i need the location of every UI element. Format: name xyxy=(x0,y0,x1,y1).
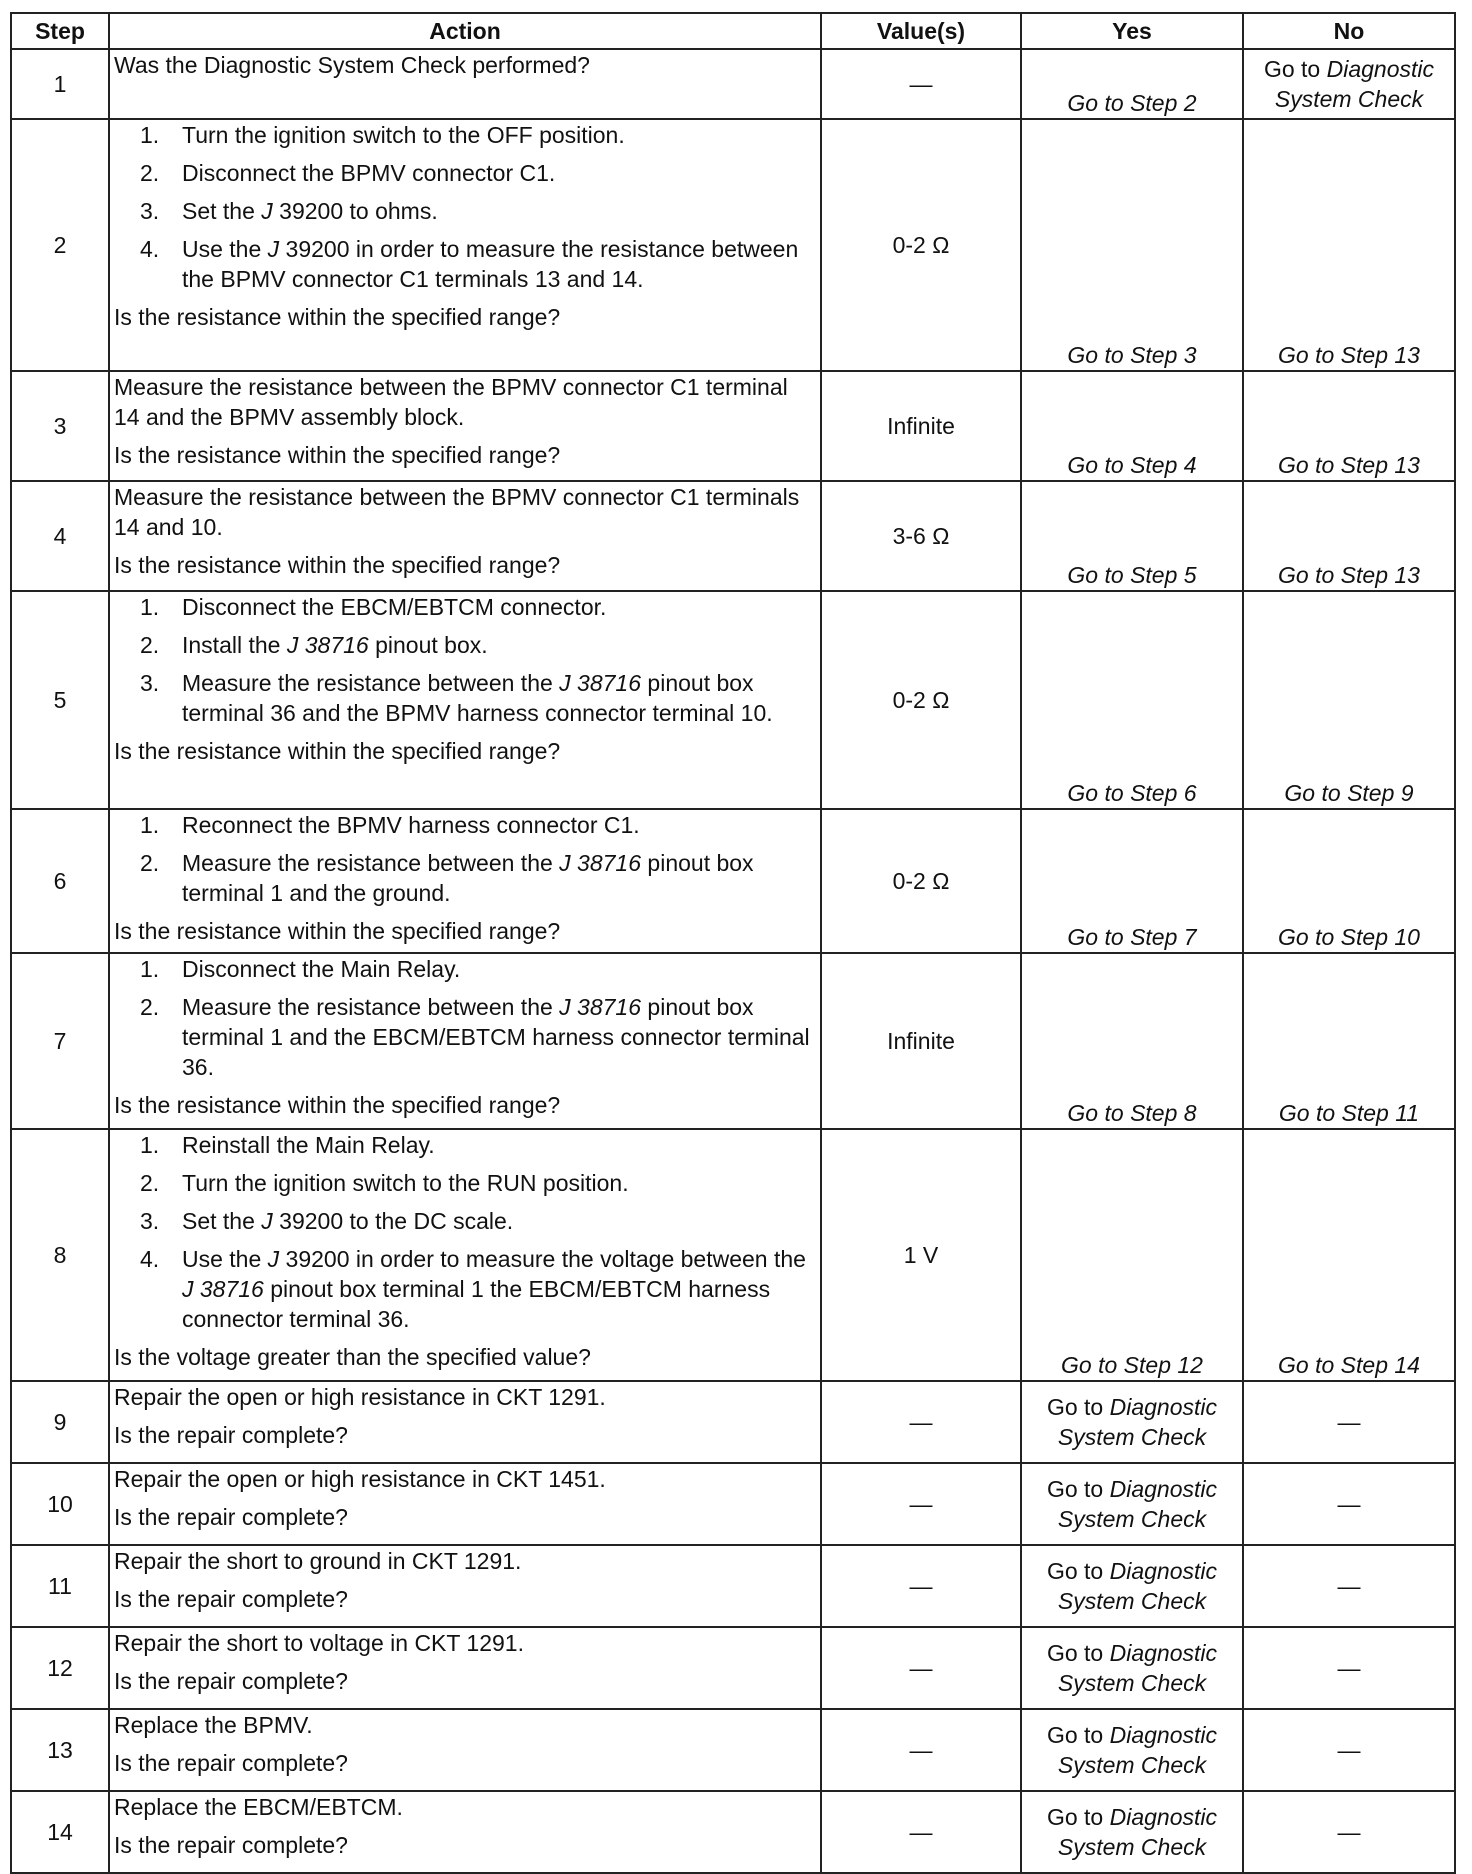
value-cell: — xyxy=(821,1545,1021,1627)
action-question: Is the repair complete? xyxy=(114,1832,348,1858)
action-item-fragment: Disconnect the EBCM/EBTCM connector. xyxy=(182,594,607,620)
yes-goto-target: Diagnostic System Check xyxy=(1057,1394,1218,1450)
action-item-fragment: Reinstall the Main Relay. xyxy=(182,1132,435,1158)
action-item-fragment: Reconnect the BPMV harness connector C1. xyxy=(182,812,640,838)
step-number: 14 xyxy=(11,1791,109,1873)
tool-reference: J xyxy=(267,1246,280,1272)
yes-cell: Go to Step 5 xyxy=(1021,481,1243,591)
no-cell: Go to Step 14 xyxy=(1243,1129,1455,1381)
action-item-fragment: pinout box terminal 36 and the BPMV harness connector terminal 10. xyxy=(182,670,773,726)
table-row xyxy=(11,809,1455,953)
yes-goto-target: Diagnostic System Check xyxy=(1057,1722,1218,1778)
tool-reference: J xyxy=(261,1208,273,1234)
no-cell: — xyxy=(1243,1381,1455,1463)
action-item-fragment: 39200 in order to measure the voltage between the xyxy=(279,1246,806,1272)
action-item-text xyxy=(182,1206,816,1236)
action-list-item xyxy=(140,630,816,660)
value-cell: — xyxy=(821,1463,1021,1545)
tool-reference: J 38716 xyxy=(559,670,642,696)
table-row xyxy=(11,1709,1455,1791)
step-number: 3 xyxy=(11,371,109,481)
table-row xyxy=(11,49,1455,119)
action-item-text xyxy=(182,1168,816,1198)
step-number: 4 xyxy=(11,481,109,591)
header-values: Value(s) xyxy=(821,13,1021,49)
action-instruction: Replace the EBCM/EBTCM. xyxy=(114,1794,403,1820)
step-number: 1 xyxy=(11,49,109,119)
action-item-text xyxy=(182,992,816,1082)
table-row xyxy=(11,591,1455,809)
action-cell xyxy=(109,1129,821,1381)
no-goto-target: Diagnostic System Check xyxy=(1274,56,1435,112)
step-number: 9 xyxy=(11,1381,109,1463)
action-cell xyxy=(109,371,821,481)
yes-goto-prefix: Go to xyxy=(1046,1558,1104,1584)
no-cell xyxy=(1243,49,1455,119)
action-cell xyxy=(109,953,821,1129)
no-cell: Go to Step 13 xyxy=(1243,371,1455,481)
action-item-text xyxy=(182,848,816,908)
action-item-text xyxy=(182,954,816,984)
action-instruction: Repair the short to ground in CKT 1291. xyxy=(114,1548,522,1574)
action-question: Is the repair complete? xyxy=(114,1504,348,1530)
value-cell: — xyxy=(821,1709,1021,1791)
action-item-number: 1. xyxy=(140,956,160,982)
table-row xyxy=(11,371,1455,481)
action-list-item xyxy=(140,120,816,150)
tool-reference: J 38716 xyxy=(182,1276,264,1302)
action-instruction: Was the Diagnostic System Check performed? xyxy=(114,52,590,78)
action-item-text xyxy=(182,234,816,294)
action-item-fragment: Use the xyxy=(182,1246,268,1272)
table-row xyxy=(11,481,1455,591)
diagnostic-table xyxy=(10,12,1456,1874)
action-instruction: Measure the resistance between the BPMV connector C1 terminal 14 and the BPMV assembly block. xyxy=(114,374,788,430)
yes-goto-target: Diagnostic System Check xyxy=(1057,1476,1218,1532)
action-list-item xyxy=(140,1168,816,1198)
no-cell: — xyxy=(1243,1627,1455,1709)
action-item-number: 4. xyxy=(140,236,160,262)
action-item-fragment: Set the xyxy=(182,198,262,224)
table-row xyxy=(11,1381,1455,1463)
action-list-item xyxy=(140,668,816,728)
action-item-fragment: Disconnect the Main Relay. xyxy=(182,956,461,982)
no-cell: — xyxy=(1243,1791,1455,1873)
yes-cell xyxy=(1021,1627,1243,1709)
action-question: Is the resistance within the specified range? xyxy=(114,918,561,944)
table-row xyxy=(11,1463,1455,1545)
action-instruction: Repair the open or high resistance in CKT 1451. xyxy=(114,1466,606,1492)
action-item-number: 4. xyxy=(140,1246,160,1272)
action-item-fragment: Disconnect the BPMV connector C1. xyxy=(182,160,556,186)
action-question: Is the repair complete? xyxy=(114,1422,348,1448)
action-item-text xyxy=(182,810,816,840)
action-item-fragment: Measure the resistance between the xyxy=(182,994,560,1020)
action-item-text xyxy=(182,196,816,226)
action-cell xyxy=(109,1627,821,1709)
action-item-fragment: Measure the resistance between the xyxy=(182,850,560,876)
action-list-item xyxy=(140,954,816,984)
action-item-fragment: pinout box. xyxy=(368,632,488,658)
action-item-text xyxy=(182,1244,816,1334)
action-item-fragment: pinout box terminal 1 the EBCM/EBTCM harness connector terminal 36. xyxy=(182,1276,771,1332)
header-step: Step xyxy=(11,13,109,49)
action-question: Is the voltage greater than the specified value? xyxy=(114,1344,591,1370)
action-item-text xyxy=(182,1130,816,1160)
table-body xyxy=(11,49,1455,1873)
tool-reference: J xyxy=(261,198,273,224)
action-question: Is the repair complete? xyxy=(114,1586,348,1612)
action-instruction: Repair the open or high resistance in CKT 1291. xyxy=(114,1384,606,1410)
action-cell xyxy=(109,1463,821,1545)
no-cell: Go to Step 13 xyxy=(1243,481,1455,591)
action-item-fragment: 39200 to the DC scale. xyxy=(272,1208,514,1234)
diagnostic-table-document xyxy=(10,12,1454,1874)
yes-cell: Go to Step 8 xyxy=(1021,953,1243,1129)
header-row xyxy=(11,13,1455,49)
tool-reference: J 38716 xyxy=(559,850,642,876)
tool-reference: J xyxy=(267,236,280,262)
action-question: Is the resistance within the specified range? xyxy=(114,738,561,764)
step-number: 8 xyxy=(11,1129,109,1381)
action-item-text xyxy=(182,158,816,188)
yes-goto-target: Diagnostic System Check xyxy=(1057,1558,1218,1614)
action-item-text xyxy=(182,668,816,728)
action-cell xyxy=(109,809,821,953)
no-goto-prefix: Go to xyxy=(1263,56,1321,82)
action-item-text xyxy=(182,120,816,150)
tool-reference: J 38716 xyxy=(286,632,369,658)
yes-goto-prefix: Go to xyxy=(1046,1722,1104,1748)
yes-goto-target: Diagnostic System Check xyxy=(1057,1804,1218,1860)
action-question: Is the repair complete? xyxy=(114,1668,348,1694)
action-item-number: 3. xyxy=(140,198,160,224)
action-item-number: 2. xyxy=(140,632,160,658)
yes-goto-prefix: Go to xyxy=(1046,1640,1104,1666)
action-item-number: 1. xyxy=(140,594,160,620)
action-item-number: 3. xyxy=(140,670,160,696)
yes-cell xyxy=(1021,1381,1243,1463)
action-item-number: 2. xyxy=(140,1170,160,1196)
action-item-fragment: pinout box terminal 1 and the ground. xyxy=(182,850,754,906)
yes-cell xyxy=(1021,1463,1243,1545)
value-cell: 3-6 Ω xyxy=(821,481,1021,591)
action-item-fragment: Measure the resistance between the xyxy=(182,670,560,696)
value-cell: — xyxy=(821,49,1021,119)
header-yes: Yes xyxy=(1021,13,1243,49)
yes-goto-prefix: Go to xyxy=(1046,1476,1104,1502)
value-cell: — xyxy=(821,1627,1021,1709)
no-cell: — xyxy=(1243,1709,1455,1791)
action-item-number: 1. xyxy=(140,122,160,148)
action-item-fragment: pinout box terminal 1 and the EBCM/EBTCM harness connector terminal 36. xyxy=(182,994,810,1080)
table-row xyxy=(11,953,1455,1129)
action-item-number: 3. xyxy=(140,1208,160,1234)
action-item-fragment: Use the xyxy=(182,236,268,262)
table-row xyxy=(11,1627,1455,1709)
value-cell: 1 V xyxy=(821,1129,1021,1381)
action-cell xyxy=(109,119,821,371)
step-number: 6 xyxy=(11,809,109,953)
action-cell xyxy=(109,1709,821,1791)
step-number: 12 xyxy=(11,1627,109,1709)
action-item-number: 2. xyxy=(140,160,160,186)
no-cell: — xyxy=(1243,1463,1455,1545)
action-question: Is the resistance within the specified range? xyxy=(114,552,561,578)
no-cell: Go to Step 11 xyxy=(1243,953,1455,1129)
action-item-number: 1. xyxy=(140,1132,160,1158)
action-list-item xyxy=(140,810,816,840)
step-number: 13 xyxy=(11,1709,109,1791)
step-number: 7 xyxy=(11,953,109,1129)
action-list-item xyxy=(140,1244,816,1334)
no-cell: Go to Step 9 xyxy=(1243,591,1455,809)
action-item-number: 2. xyxy=(140,994,160,1020)
table-row xyxy=(11,119,1455,371)
action-cell xyxy=(109,591,821,809)
yes-cell xyxy=(1021,1791,1243,1873)
action-item-fragment: Turn the ignition switch to the RUN position. xyxy=(182,1170,629,1196)
step-number: 10 xyxy=(11,1463,109,1545)
yes-cell: Go to Step 6 xyxy=(1021,591,1243,809)
action-item-fragment: Turn the ignition switch to the OFF position. xyxy=(182,122,625,148)
action-item-number: 2. xyxy=(140,850,160,876)
action-list-item xyxy=(140,848,816,908)
header-no: No xyxy=(1243,13,1455,49)
action-item-number: 1. xyxy=(140,812,160,838)
action-cell xyxy=(109,1791,821,1873)
yes-goto-prefix: Go to xyxy=(1046,1394,1104,1420)
action-list-item xyxy=(140,158,816,188)
table-row xyxy=(11,1545,1455,1627)
yes-cell xyxy=(1021,1545,1243,1627)
action-list-item xyxy=(140,196,816,226)
action-cell xyxy=(109,481,821,591)
action-cell xyxy=(109,1381,821,1463)
no-cell: — xyxy=(1243,1545,1455,1627)
action-question: Is the resistance within the specified range? xyxy=(114,304,561,330)
action-cell xyxy=(109,49,821,119)
no-cell: Go to Step 13 xyxy=(1243,119,1455,371)
value-cell: Infinite xyxy=(821,371,1021,481)
action-question: Is the resistance within the specified range? xyxy=(114,1092,561,1118)
action-list-item xyxy=(140,234,816,294)
action-question: Is the repair complete? xyxy=(114,1750,348,1776)
action-question: Is the resistance within the specified range? xyxy=(114,442,561,468)
yes-goto-target: Diagnostic System Check xyxy=(1057,1640,1218,1696)
value-cell: — xyxy=(821,1791,1021,1873)
step-number: 5 xyxy=(11,591,109,809)
action-instruction: Repair the short to voltage in CKT 1291. xyxy=(114,1630,524,1656)
value-cell: 0-2 Ω xyxy=(821,119,1021,371)
action-item-fragment: Set the xyxy=(182,1208,262,1234)
value-cell: — xyxy=(821,1381,1021,1463)
yes-cell: Go to Step 3 xyxy=(1021,119,1243,371)
action-instruction: Replace the BPMV. xyxy=(114,1712,313,1738)
action-item-fragment: Install the xyxy=(182,632,287,658)
action-cell xyxy=(109,1545,821,1627)
action-item-fragment: 39200 in order to measure the resistance between the BPMV connector C1 terminals 13 and 14. xyxy=(182,236,799,292)
no-cell: Go to Step 10 xyxy=(1243,809,1455,953)
value-cell: Infinite xyxy=(821,953,1021,1129)
action-item-fragment: 39200 to ohms. xyxy=(272,198,438,224)
value-cell: 0-2 Ω xyxy=(821,809,1021,953)
action-item-text xyxy=(182,630,816,660)
step-number: 11 xyxy=(11,1545,109,1627)
table-row xyxy=(11,1129,1455,1381)
value-cell: 0-2 Ω xyxy=(821,591,1021,809)
action-list-item xyxy=(140,592,816,622)
yes-goto-prefix: Go to xyxy=(1046,1804,1104,1830)
yes-cell: Go to Step 12 xyxy=(1021,1129,1243,1381)
action-item-text xyxy=(182,592,816,622)
table-row xyxy=(11,1791,1455,1873)
action-list-item xyxy=(140,1206,816,1236)
yes-cell: Go to Step 4 xyxy=(1021,371,1243,481)
action-list-item xyxy=(140,1130,816,1160)
action-instruction: Measure the resistance between the BPMV connector C1 terminals 14 and 10. xyxy=(114,484,800,540)
step-number: 2 xyxy=(11,119,109,371)
tool-reference: J 38716 xyxy=(559,994,642,1020)
yes-cell xyxy=(1021,1709,1243,1791)
yes-cell: Go to Step 2 xyxy=(1021,49,1243,119)
header-action: Action xyxy=(109,13,821,49)
action-list-item xyxy=(140,992,816,1082)
yes-cell: Go to Step 7 xyxy=(1021,809,1243,953)
